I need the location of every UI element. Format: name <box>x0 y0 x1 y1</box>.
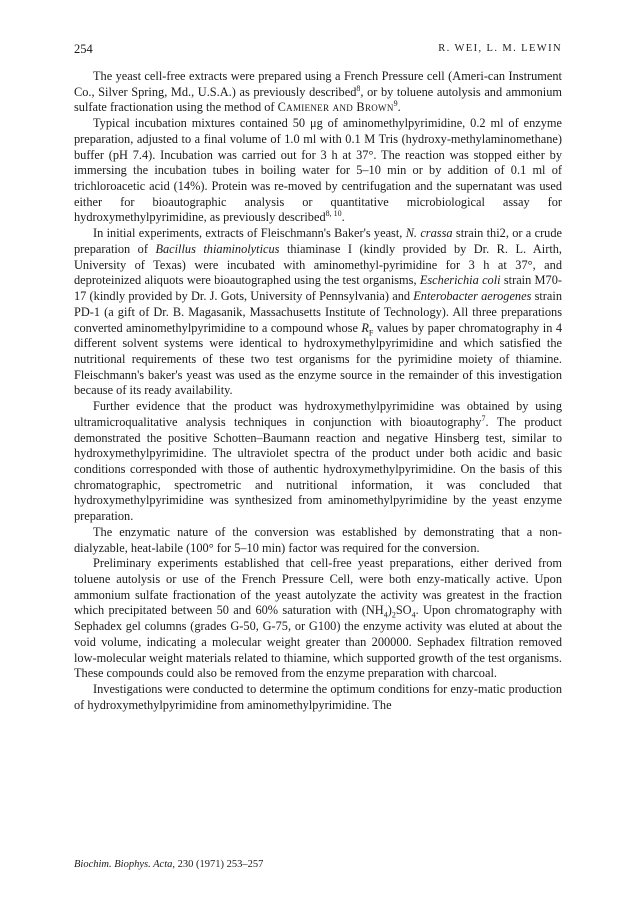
text-run: . The product demonstrated the positive Schotten–Baumann reaction and negative Hinsberg test, similar to hydroxymethylpyrimidine. The ultraviolet spectra of the product under both acidic and basic conditions corresponded with those of authentic hydroxymethylpyrimidine. On the basis of this chromatographic, spectrometric and nutritional information, it was concluded that hydroxymethylpyrimidine was synthesized from aminomethylpyrimidine by the yeast enzyme preparation. <box>74 414 562 524</box>
text-run: The yeast cell-free extracts were prepared using a French Pressure cell (Ameri-can Instrument Co., Silver Spring, Md., U.S.A.) as previously described <box>74 69 562 99</box>
italic-text: R <box>361 320 369 335</box>
running-head <box>74 42 562 58</box>
subscript: 2 <box>391 610 396 620</box>
text-run: . <box>341 210 345 225</box>
subscript: 4 <box>383 610 388 620</box>
text-run: thiaminase I (kindly provided by Dr. R. L. Airth, University of Texas) were incubated with aminomethyl-pyrimidine for 3 h at 37°, and deproteinized aliquots were bioautographed using the test organisms, <box>74 241 563 288</box>
body-paragraph <box>74 525 562 556</box>
reference-superscript: 8, 10 <box>325 209 342 219</box>
text-run: . Upon chromatography with Sephadex gel columns (grades G-50, G-75, or G100) the enzyme activity was eluted at about the void volume, indicating a molecular weight greater than 200000. Sephadex filtration removed low-molecular weight materials related to thiamine, which supported growth of the test organisms. These compounds could also be removed from the enzyme preparation with charcoal. <box>74 603 562 681</box>
journal-citation: 230 (1971) 253–257 <box>175 859 264 870</box>
reference-superscript: 7 <box>481 413 486 423</box>
text-run: Investigations were conducted to determine the optimum conditions for enzy-matic production of hydroxymethylpyrimidine from aminomethylpyrimidine. The <box>74 682 562 712</box>
text-run: strain M70-17 (kindly provided by Dr. J. Gots, University of Pennsylvania) and <box>74 273 562 304</box>
page-number: 254 <box>74 42 93 56</box>
subscript: F <box>368 327 374 337</box>
italic-text: Bacillus thiaminolyticus <box>155 241 280 256</box>
text-run: ) <box>387 603 392 618</box>
text-run: Preliminary experiments established that cell-free yeast preparations, either derived from toluene autolysis or use of the French Pressure Cell, were both enzy-matically active. Upon ammonium sulfate fractionation of the yeast autolyzate the activity was greatest in the fraction which precipitated between 50 and 60% saturation with (NH <box>74 556 562 618</box>
reference-superscript: 8 <box>356 83 361 93</box>
article-body <box>74 69 562 713</box>
text-run: In initial experiments, extracts of Fleischmann's Baker's yeast, <box>93 226 406 241</box>
running-head-authors: R. WEI, L. M. LEWIN <box>438 43 562 54</box>
text-run: The enzymatic nature of the conversion was established by demonstrating that a non-dialyzable, heat-labile (100° for 5–10 min) factor was required for the conversion. <box>74 524 562 555</box>
italic-text: Enterobacter aerogenes <box>413 289 532 304</box>
body-paragraph <box>74 116 562 226</box>
text-run: . <box>397 100 401 115</box>
body-paragraph <box>74 556 562 682</box>
text-run: Camiener and Brown <box>277 100 394 115</box>
journal-name: Biochim. Biophys. Acta, <box>74 859 175 870</box>
reference-superscript: 9 <box>393 99 398 109</box>
body-paragraph <box>74 399 562 525</box>
text-run: strain thi2, or a crude preparation of <box>74 226 563 256</box>
text-run: , or by toluene autolysis and ammonium sulfate fractionation using the method of <box>74 84 562 115</box>
italic-text: N. crassa <box>405 226 453 241</box>
text-run: Further evidence that the product was hydroxymethylpyrimidine was obtained by using ultramicroqualitative analysis techniques in conjunction with bioautography <box>74 399 562 429</box>
text-run: strain PD-1 (a gift of Dr. B. Magasanik, Massachusetts Institute of Technology). All three preparations converted aminomethylpyrimidine to a compound whose <box>74 289 562 335</box>
text-run: Typical incubation mixtures contained 50 μg of aminomethylpyrimidine, 0.2 ml of enzyme preparation, adjusted to a final volume of 1.0 ml with 0.1 M Tris (hydroxy-methylaminomethane) buffer (pH 7.4). Incubation was carried out for 3 h at 37°. The reaction was stopped either by immersing the incubation tubes in boiling water for 5–10 min or by addition of 0.1 ml of trichloroacetic acid (14%). Protein was re-moved by centrifugation and the supernatant was used either for bioautographic analysis or quantitative microbiological assay for hydroxymethylpyrimidine, as previously described <box>74 116 562 225</box>
body-paragraph <box>74 69 562 116</box>
journal-footer <box>74 859 263 870</box>
text-run: values by paper chromatography in 4 different solvent systems were identical to hydroxymethylpyrimidine and which satisfied the nutritional requirements of these two test organisms for the pyrimidine moiety of thiamine. Fleischmann's baker's yeast was used as the enzyme source in the remainder of this investigation because of its ready availability. <box>74 320 562 398</box>
italic-text: Escherichia coli <box>419 273 501 288</box>
text-run: SO <box>395 603 412 618</box>
subscript: 4 <box>411 610 416 620</box>
body-paragraph <box>74 682 562 713</box>
body-paragraph <box>74 226 562 399</box>
